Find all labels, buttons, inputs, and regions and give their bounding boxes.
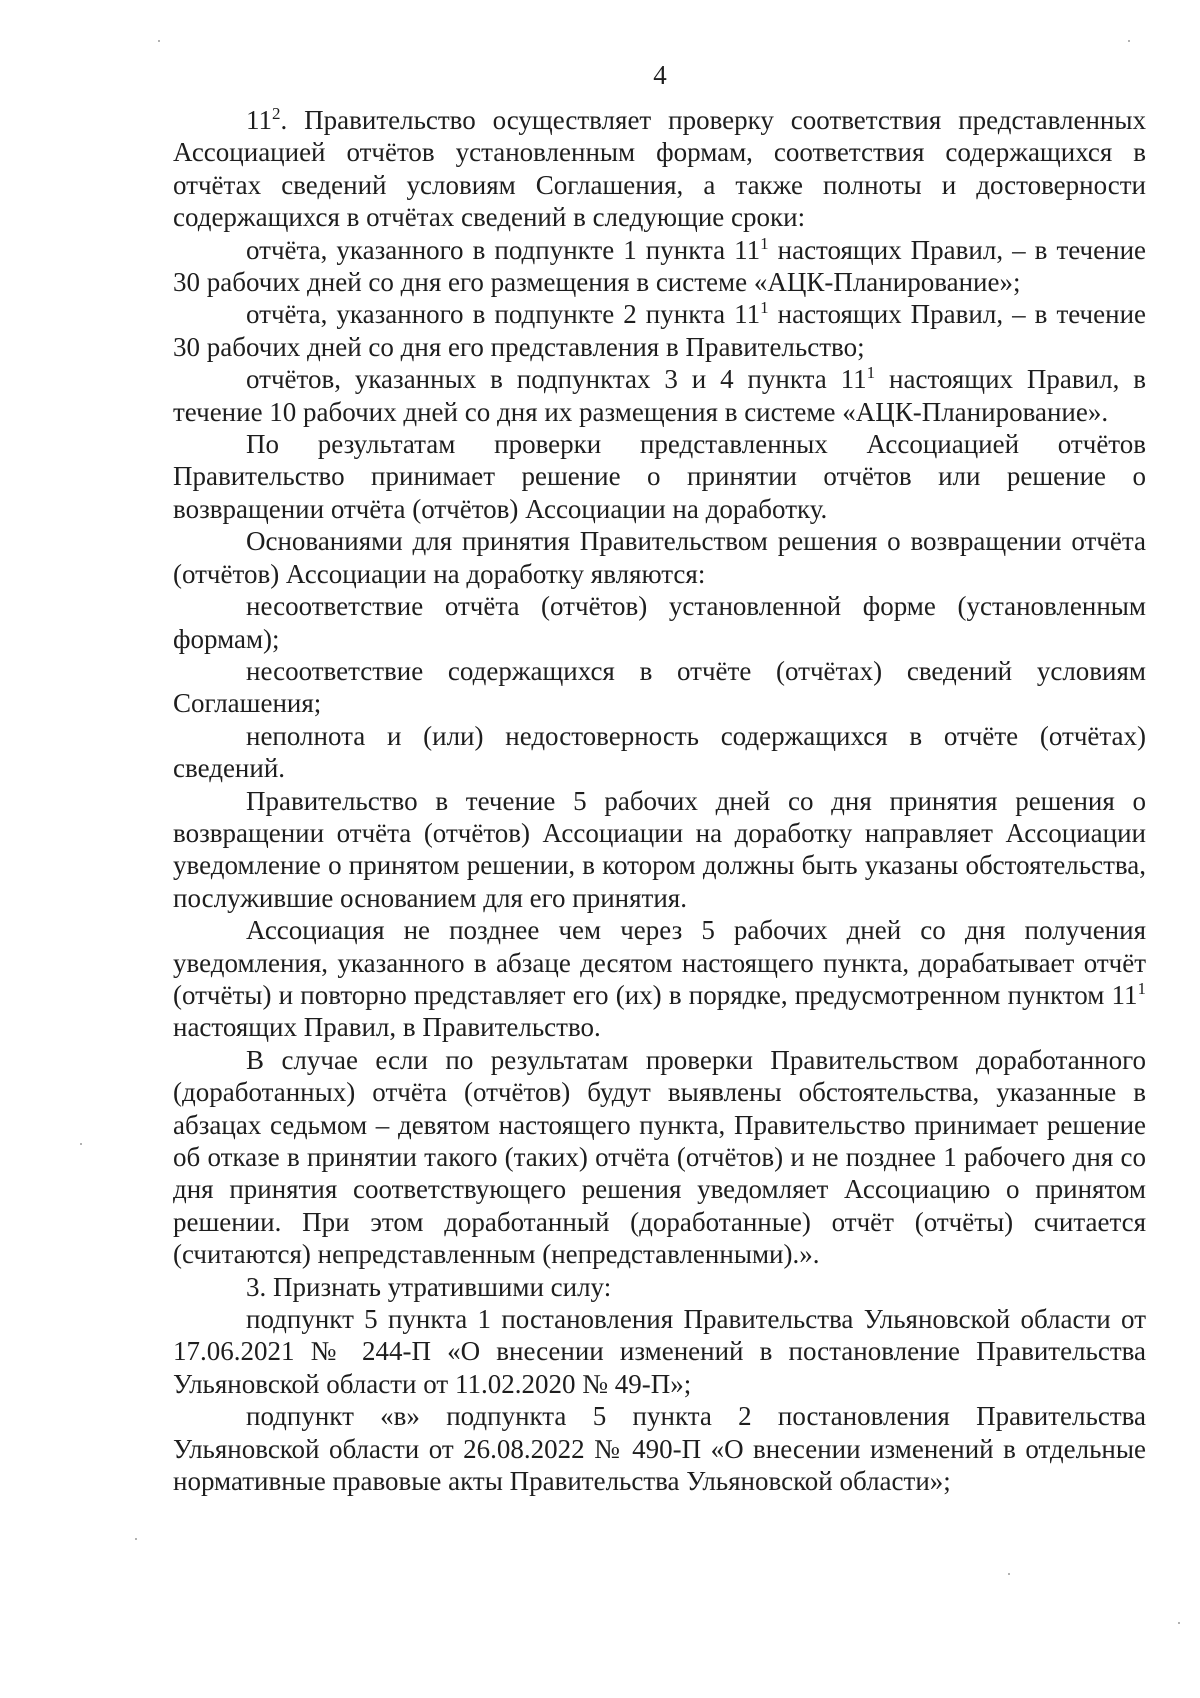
paragraph: несоответствие отчёта (отчётов) установленной форме (установленным формам); [173,591,1146,654]
paragraph: отчётов, указанных в подпунктах 3 и 4 пункта $11^1$ настоящих Правил, в течение 10 рабочих дней со дня их размещения в системе «АЦК-Планирование». [173,363,1146,427]
scan-speck [1178,1622,1180,1624]
paragraph: Ассоциация не позднее чем через 5 рабочих дней со дня получения уведомления, указанного в абзаце десятом настоящего пункта, дорабатывает отчёт (отчёты) и повторно представляет его (их) в порядке, предусмотренном пунктом $11^1$ настоящих Правил, в Правительство. [173,915,1146,1043]
paragraph: 3. Признать утратившими силу: [246,1271,612,1302]
scan-speck [1128,40,1130,42]
paragraph: подпункт «в» подпункта 5 пункта 2 постановления Правительства Ульяновской области от 26.08.2022 № 490-П «О внесении изменений в отдельные нормативные правовые акты Правительства Ульяновской области»; [173,1401,1146,1497]
scan-speck [135,1538,137,1540]
paragraph: Основаниями для принятия Правительством решения о возвращении отчёта (отчётов) Ассоциации на доработку являются: [173,526,1146,589]
paragraph: Правительство в течение 5 рабочих дней со дня принятия решения о возвращении отчёта (отчётов) Ассоциации на доработку направляет Ассоциации уведомление о принятом решении, в котором должны быть указаны обстоятельства, послужившие основанием для его принятия. [173,785,1146,913]
paragraph: подпункт 5 пункта 1 постановления Правительства Ульяновской области от 17.06.2021 № 244-П «О внесении изменений в постановление Правительства Ульяновской области от 11.02.2020 № 49-П»; [173,1304,1146,1399]
paragraph: неполнота и (или) недостоверность содержащихся в отчёте (отчётах) сведений. [173,720,1146,784]
document-body [173,104,1146,1497]
paragraph: несоответствие содержащихся в отчёте (отчётах) сведений условиям Соглашения; [173,655,1146,719]
scan-speck [1008,1573,1010,1575]
page-number: 4 [653,60,667,90]
paragraph: По результатам проверки представленных Ассоциацией отчётов Правительство принимает решение о принятии отчётов или решение о возвращении отчёта (отчётов) Ассоциации на доработку. [173,429,1146,524]
paragraph: В случае если по результатам проверки Правительством доработанного (доработанных) отчёта (отчётов) будут выявлены обстоятельства, указанные в абзацах седьмом – девятом настоящего пункта, Правительство принимает решение об отказе в принятии такого (таких) отчёта (отчётов) и не позднее 1 рабочего дня со дня принятия соответствующего решения уведомляет Ассоциацию о принятом решении. При этом доработанный (доработанные) отчёт (отчёты) считается (считаются) непредставленным (непредставленными).». [173,1044,1146,1270]
paragraph: отчёта, указанного в подпункте 1 пункта $11^1$ настоящих Правил, – в течение 30 рабочих дней со дня его размещения в системе «АЦК-Планирование»; [173,233,1147,298]
paragraph: отчёта, указанного в подпункте 2 пункта $11^1$ настоящих Правил, – в течение 30 рабочих дней со дня его представления в Правительство; [173,298,1147,362]
scan-speck [158,40,160,42]
scan-speck [80,1143,82,1145]
paragraph: $11^2$. Правительство осуществляет проверку соответствия представленных Ассоциацией отчётов установленным формам, соответствия содержащихся в отчётах сведений условиям Соглашения, а также полноты и достоверности содержащихся в отчётах сведений в следующие сроки: [173,104,1146,233]
